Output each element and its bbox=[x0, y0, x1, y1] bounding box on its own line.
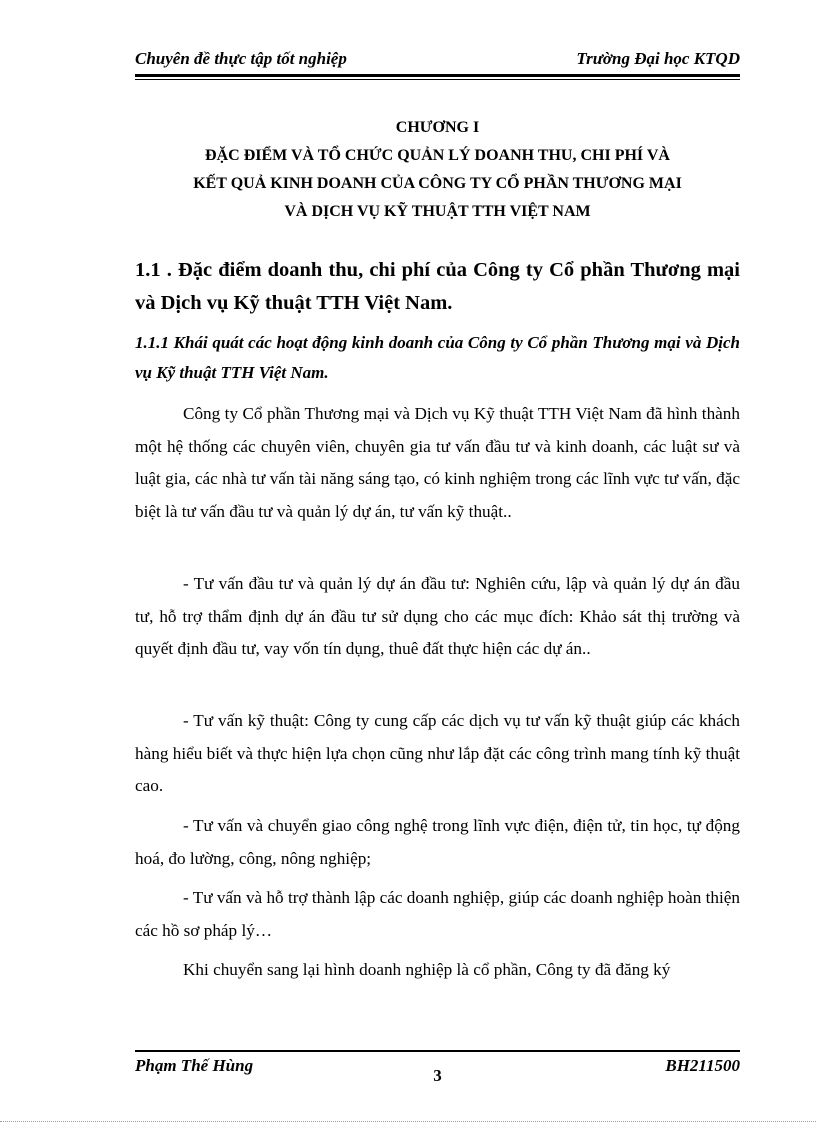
chapter-title-line: ĐẶC ĐIỂM VÀ TỔ CHỨC QUẢN LÝ DOANH THU, CHI PHÍ VÀ bbox=[205, 147, 670, 164]
header-rule-thick bbox=[135, 74, 740, 77]
page-number: 3 bbox=[433, 1066, 442, 1085]
body-paragraph: - Tư vấn và hỗ trợ thành lập các doanh nghiệp, giúp các doanh nghiệp hoàn thiện các hồ sơ pháp lý… bbox=[135, 888, 740, 940]
subsection-heading: 1.1.1 Khái quát các hoạt động kinh doanh của Công ty Cổ phần Thương mại và Dịch vụ Kỹ thuật TTH Việt Nam. bbox=[135, 333, 740, 382]
footer-rule bbox=[135, 1050, 740, 1052]
body-paragraph: Khi chuyển sang lại hình doanh nghiệp là cổ phần, Công ty đã đăng ký bbox=[183, 960, 671, 979]
header-rule-thin bbox=[135, 79, 740, 80]
chapter-title-line: VÀ DỊCH VỤ KỸ THUẬT TTH VIỆT NAM bbox=[284, 203, 591, 220]
body-paragraph: - Tư vấn đầu tư và quản lý dự án đầu tư: Nghiên cứu, lập và quản lý dự án đầu tư, hỗ trợ thẩm định dự án đầu tư sử dụng cho các mục đích: Khảo sát thị trường và quyết định đầu tư, vay vốn tín dụng, thuê đất thực hiện các dự án.. bbox=[135, 574, 740, 658]
footer-author: Phạm Thế Hùng bbox=[135, 1056, 254, 1075]
body-paragraph: Công ty Cổ phần Thương mại và Dịch vụ Kỹ thuật TTH Việt Nam đã hình thành một hệ thống các chuyên viên, chuyên gia tư vấn đầu tư và kinh doanh, các luật sư và luật gia, các nhà tư vấn tài năng sáng tạo, có kinh nghiệm trong các lĩnh vực tư vấn, đặc biệt là tư vấn đầu tư và quản lý dự án, tư vấn kỹ thuật.. bbox=[135, 404, 740, 521]
header-university: Trường Đại học KTQD bbox=[576, 49, 740, 68]
footer-student-code: BH211500 bbox=[665, 1056, 740, 1075]
body-paragraph: - Tư vấn kỹ thuật: Công ty cung cấp các dịch vụ tư vấn kỹ thuật giúp các khách hàng hiểu biết và thực hiện lựa chọn cũng như lắp đặt các công trình mang tính kỹ thuật cao. bbox=[135, 711, 740, 795]
page-bottom-dotted-line bbox=[0, 1121, 816, 1122]
section-heading: 1.1 . Đặc điểm doanh thu, chi phí của Công ty Cổ phần Thương mại và Dịch vụ Kỹ thuật TTH Việt Nam. bbox=[135, 259, 740, 314]
chapter-heading bbox=[135, 114, 740, 226]
chapter-title-line: KẾT QUẢ KINH DOANH CỦA CÔNG TY CỔ PHẦN THƯƠNG MẠI bbox=[193, 175, 682, 192]
page-header bbox=[135, 48, 740, 70]
chapter-label: CHƯƠNG I bbox=[395, 119, 480, 136]
body-paragraph: - Tư vấn và chuyển giao công nghệ trong lĩnh vực điện, điện tử, tin học, tự động hoá, đo lường, công, nông nghiệp; bbox=[135, 816, 740, 868]
header-document-title: Chuyên đề thực tập tốt nghiệp bbox=[135, 49, 347, 68]
